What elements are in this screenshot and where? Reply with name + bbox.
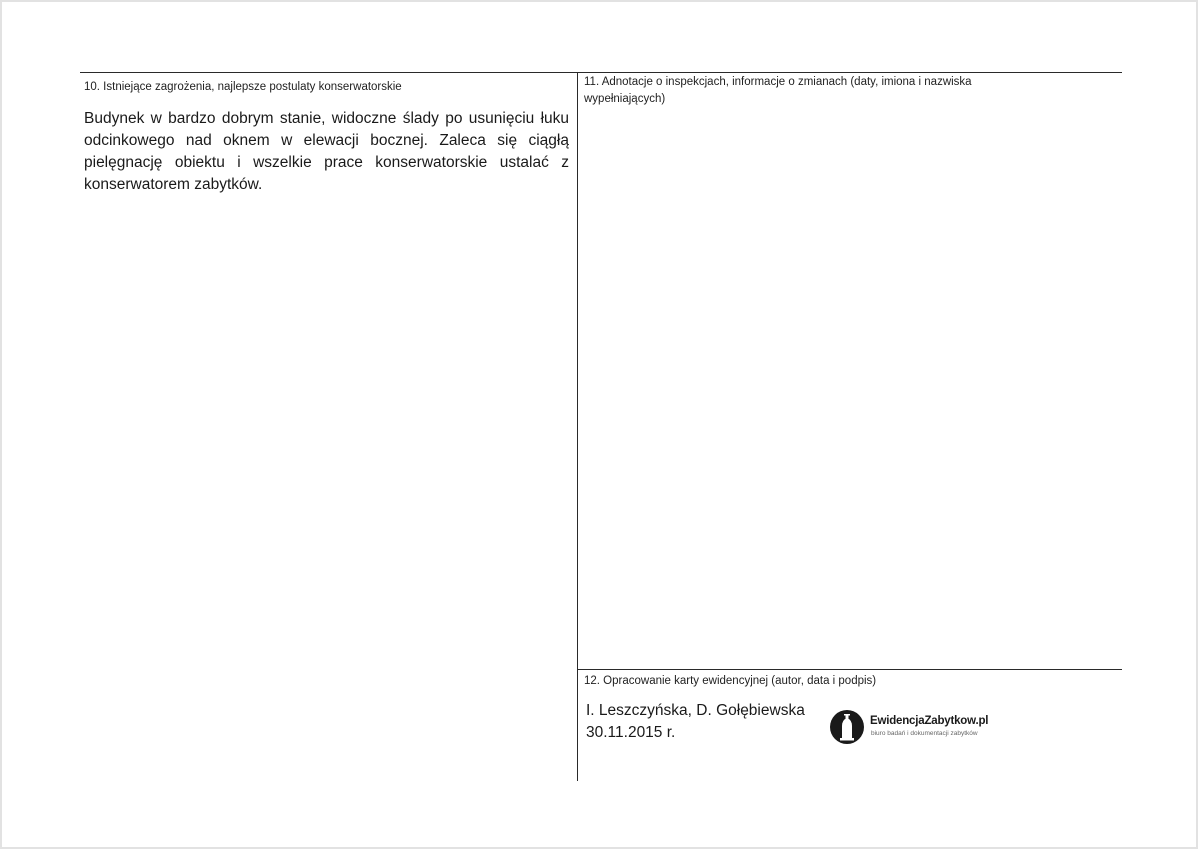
logo-tagline: biuro badań i dokumentacji zabytków [871,730,978,737]
monument-logo-icon [829,709,865,745]
logo-name: EwidencjaZabytkow.pl [870,715,989,727]
section-10-body: Budynek w bardzo dobrym stanie, widoczne ślady po usunięciu łuku odcinkowego nad oknem w elewacji bocznej. Zaleca się ciągłą pielęgnację obiektu i wszelkie prace konserwatorskie ustalać z konserwatorem zabytków. [84,110,569,193]
section-12-title: 12. Opracowanie karty ewidencyjnej (autor, data i podpis) [584,675,877,687]
author-names: I. Leszczyńska, D. Gołębiewska [586,702,805,719]
column-divider [577,72,578,781]
section-12-divider [578,669,1122,670]
section-11-title: 11. Adnotacje o inspekcjach, informacje o zmianach (daty, imiona i nazwiska wypełniających) [584,76,972,105]
document-date: 30.11.2015 r. [586,724,676,741]
top-divider [80,72,1122,73]
section-10-title: 10. Istniejące zagrożenia, najlepsze postulaty konserwatorskie [84,81,402,93]
company-logo [829,709,999,749]
